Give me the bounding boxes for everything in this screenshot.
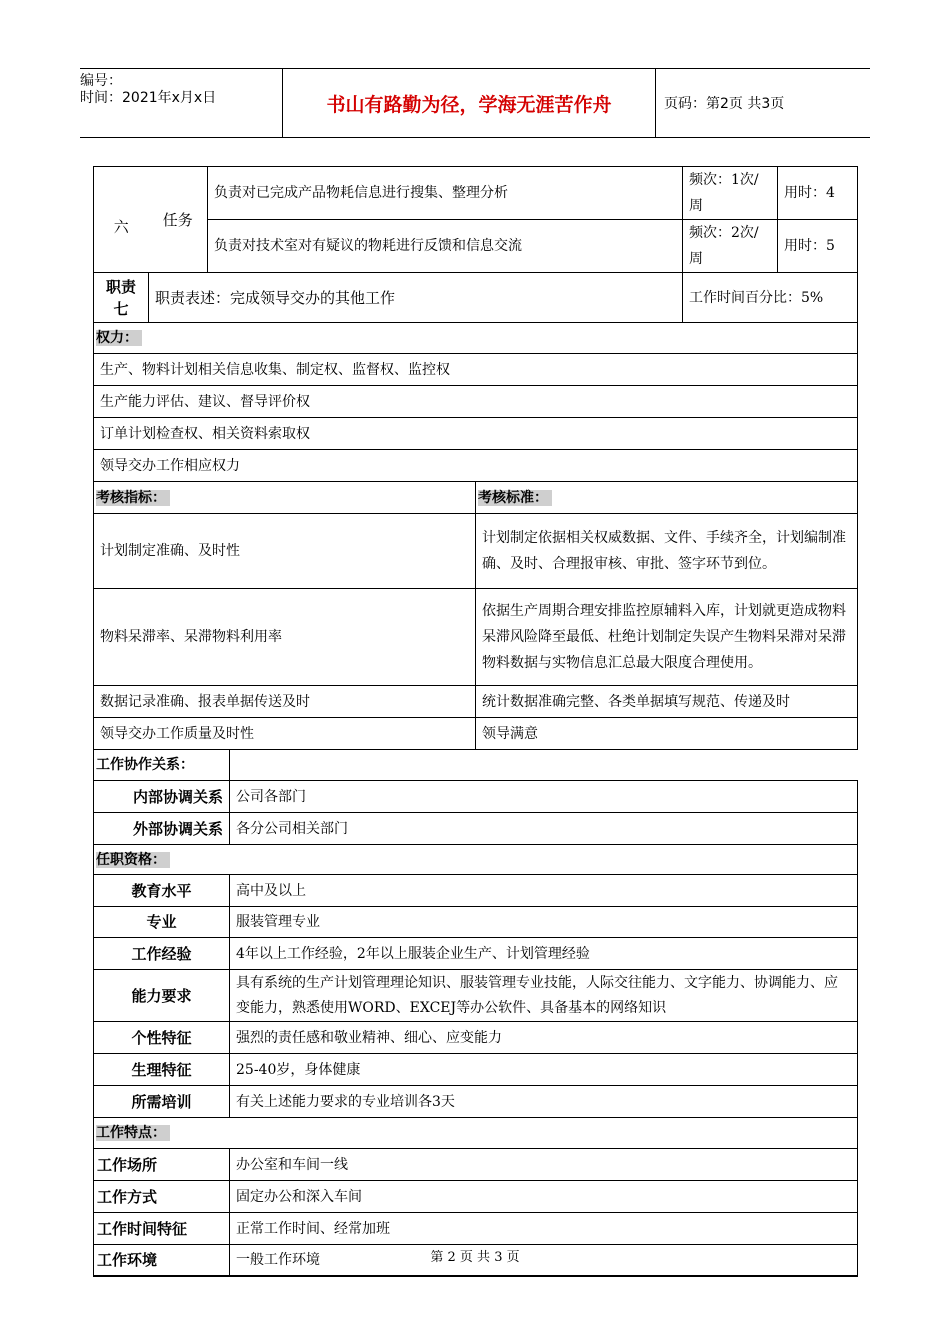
indicator-title: 考核指标： bbox=[96, 490, 170, 506]
qualification-value: 有关上述能力要求的专业培训各3天 bbox=[230, 1086, 858, 1118]
task-frequency: 频次：2次/周 bbox=[683, 220, 778, 273]
cooperation-label: 外部协调关系 bbox=[94, 813, 230, 845]
table-row bbox=[94, 938, 858, 970]
qualification-value: 服装管理专业 bbox=[230, 907, 858, 938]
table-row bbox=[94, 970, 858, 1022]
table-row bbox=[94, 589, 858, 686]
authority-item: 领导交办工作相应权力 bbox=[94, 450, 858, 482]
task-time: 用时：4 bbox=[778, 167, 858, 220]
qualification-label: 工作经验 bbox=[94, 938, 230, 970]
duty-label-line2: 七 bbox=[113, 299, 129, 318]
cooperation-value: 各分公司相关部门 bbox=[230, 813, 858, 845]
task-label: 任务 bbox=[149, 167, 208, 273]
document-number-label: 编号： bbox=[80, 73, 122, 89]
task-row bbox=[94, 167, 858, 220]
assessment-indicator: 数据记录准确、报表单据传送及时 bbox=[94, 686, 476, 718]
duty-seven-description: 职责表述：完成领导交办的其他工作 bbox=[149, 273, 683, 323]
authority-header-row bbox=[94, 323, 858, 354]
qualification-label: 个性特征 bbox=[94, 1022, 230, 1054]
assessment-standard: 依据生产周期合理安排监控原辅料入库，计划就更造成物料呆滞风险降至最低、杜绝计划制定失误产生物料呆滞对呆滞物料数据与实物信息汇总最大限度合理使用。 bbox=[476, 589, 858, 686]
table-row bbox=[94, 1022, 858, 1054]
table-row bbox=[94, 686, 858, 718]
qualification-value: 高中及以上 bbox=[230, 875, 858, 907]
authority-title: 权力： bbox=[96, 330, 142, 346]
qualification-label: 所需培训 bbox=[94, 1086, 230, 1118]
duty-seven-percent: 工作时间百分比：5% bbox=[683, 273, 858, 323]
cooperation-header-row bbox=[94, 750, 858, 781]
assessment-indicator: 领导交办工作质量及时性 bbox=[94, 718, 476, 750]
task-number: 六 bbox=[94, 167, 149, 273]
table-row bbox=[94, 813, 858, 845]
page-footer: 第 2 页 共 3 页 bbox=[430, 1250, 520, 1265]
table-row bbox=[94, 1054, 858, 1086]
feature-value: 固定办公和深入车间 bbox=[230, 1181, 858, 1213]
task-description: 负责对技术室对有疑议的物耗进行反馈和信息交流 bbox=[208, 220, 683, 273]
table-row bbox=[94, 781, 858, 813]
assessment-standard: 计划制定依据相关权威数据、文件、手续齐全，计划编制准确、及时、合理报审核、审批、签字环节到位。 bbox=[476, 514, 858, 589]
table-row bbox=[94, 907, 858, 938]
cooperation-label: 内部协调关系 bbox=[94, 781, 230, 813]
qualification-label: 教育水平 bbox=[94, 875, 230, 907]
authority-item: 生产、物料计划相关信息收集、制定权、监督权、监控权 bbox=[94, 354, 858, 386]
authority-item: 订单计划检查权、相关资料索取权 bbox=[94, 418, 858, 450]
qualification-value: 25-40岁，身体健康 bbox=[230, 1054, 858, 1086]
qualification-label: 专业 bbox=[94, 907, 230, 938]
header-slogan: 书山有路勤为径，学海无涯苦作舟 bbox=[282, 69, 656, 137]
feature-label: 工作时间特征 bbox=[94, 1213, 230, 1245]
duty-seven-row bbox=[94, 273, 858, 323]
feature-label: 工作方式 bbox=[94, 1181, 230, 1213]
assessment-standard: 统计数据准确完整、各类单据填写规范、传递及时 bbox=[476, 686, 858, 718]
cooperation-value: 公司各部门 bbox=[230, 781, 858, 813]
qualification-label: 能力要求 bbox=[94, 970, 230, 1022]
cooperation-title: 工作协作关系： bbox=[96, 757, 194, 773]
assessment-standard: 领导满意 bbox=[476, 718, 858, 750]
assessment-indicator: 计划制定准确、及时性 bbox=[94, 514, 476, 589]
features-header-row bbox=[94, 1118, 858, 1149]
table-row bbox=[94, 1149, 858, 1181]
qualification-value: 具有系统的生产计划管理理论知识、服装管理专业技能，人际交往能力、文字能力、协调能力、应变能力，熟悉使用WORD、EXCEJ等办公软件、具备基本的网络知识 bbox=[230, 970, 858, 1022]
table-row bbox=[94, 875, 858, 907]
job-description-table bbox=[93, 166, 858, 1277]
feature-value: 一般工作环境 bbox=[230, 1245, 858, 1276]
duty-label-line1: 职责 bbox=[105, 277, 136, 296]
list-item bbox=[94, 450, 858, 482]
standard-title: 考核标准： bbox=[478, 490, 552, 506]
page-header bbox=[80, 68, 870, 138]
table-row bbox=[94, 514, 858, 589]
qualification-header-row bbox=[94, 845, 858, 875]
table-row bbox=[94, 1213, 858, 1245]
table-row bbox=[94, 1181, 858, 1213]
features-title: 工作特点： bbox=[96, 1125, 170, 1141]
task-row bbox=[94, 220, 858, 273]
table-row bbox=[94, 1086, 858, 1118]
qualification-value: 4年以上工作经验，2年以上服装企业生产、计划管理经验 bbox=[230, 938, 858, 970]
header-page-number: 页码：第2页 共3页 bbox=[664, 96, 785, 112]
task-description: 负责对已完成产品物耗信息进行搜集、整理分析 bbox=[208, 167, 683, 220]
list-item bbox=[94, 386, 858, 418]
qualification-label: 生理特征 bbox=[94, 1054, 230, 1086]
task-frequency: 频次：1次/周 bbox=[683, 167, 778, 220]
feature-label: 工作环境 bbox=[94, 1245, 230, 1276]
list-item bbox=[94, 418, 858, 450]
duty-seven-label bbox=[94, 273, 149, 323]
authority-item: 生产能力评估、建议、督导评价权 bbox=[94, 386, 858, 418]
list-item bbox=[94, 354, 858, 386]
feature-label: 工作场所 bbox=[94, 1149, 230, 1181]
assessment-header-row bbox=[94, 482, 858, 514]
qualification-title: 任职资格： bbox=[96, 852, 170, 868]
table-row bbox=[94, 718, 858, 750]
document-date: 时间：2021年x月x日 bbox=[80, 90, 217, 106]
feature-value: 办公室和车间一线 bbox=[230, 1149, 858, 1181]
header-meta bbox=[80, 69, 282, 137]
qualification-value: 强烈的责任感和敬业精神、细心、应变能力 bbox=[230, 1022, 858, 1054]
assessment-indicator: 物料呆滞率、呆滞物料利用率 bbox=[94, 589, 476, 686]
task-time: 用时：5 bbox=[778, 220, 858, 273]
feature-value: 正常工作时间、经常加班 bbox=[230, 1213, 858, 1245]
